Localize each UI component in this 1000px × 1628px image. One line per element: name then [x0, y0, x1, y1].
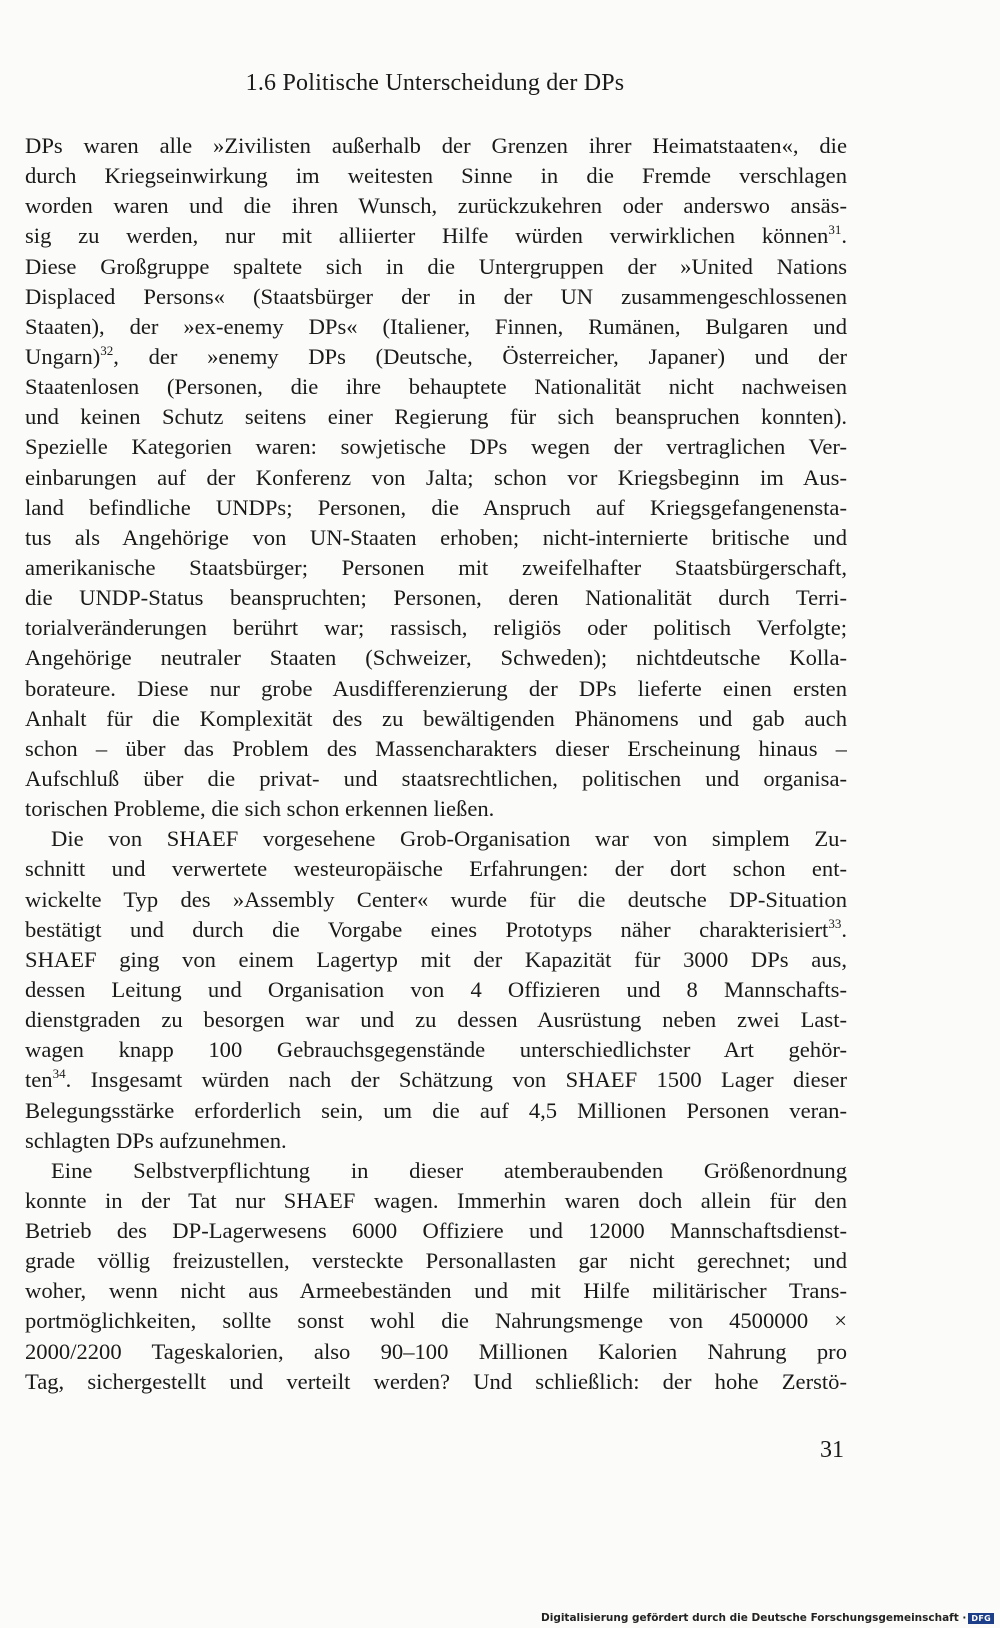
text-line: worden waren und die ihren Wunsch, zurückzukehren oder anderswo ansäs- [25, 193, 847, 219]
text-line: wickelte Typ des »Assembly Center« wurde für die deutsche DP-Situation [25, 886, 847, 912]
text-line: Die von SHAEF vorgesehene Grob-Organisation war von simplem Zu- [51, 826, 847, 852]
text-line: die UNDP-Status beanspruchten; Personen, deren Nationalität durch Terri- [25, 585, 847, 611]
text-line: konnte in der Tat nur SHAEF wagen. Immerhin waren doch allein für den [25, 1187, 847, 1213]
text-line: grade völlig freizustellen, versteckte Personallasten gar nicht gerechnet; und [25, 1248, 847, 1274]
text-line: Displaced Persons« (Staatsbürger der in der UN zusammengeschlossenen [25, 283, 847, 309]
text-line: SHAEF ging von einem Lagertyp mit der Kapazität für 3000 DPs aus, [25, 946, 847, 972]
text-line: Angehörige neutraler Staaten (Schweizer, Schweden); nichtdeutsche Kolla- [25, 645, 847, 671]
text-line: Tag, sichergestellt und verteilt werden? Und schließlich: der hohe Zerstö- [25, 1368, 847, 1394]
text-line: land befindliche UNDPs; Personen, die Anspruch auf Kriegsgefangenensta- [25, 494, 847, 520]
text-line: amerikanische Staatsbürger; Personen mit zweifelhafter Staatsbürgerschaft, [25, 554, 847, 580]
running-head: 1.6 Politische Unterscheidung der DPs [245, 70, 625, 96]
text-line: Betrieb des DP-Lagerwesens 6000 Offiziere und 12000 Mannschaftsdienst- [25, 1218, 847, 1244]
footnote-ref[interactable]: 31 [828, 222, 842, 238]
text-line: borateure. Diese nur grobe Ausdifferenzierung der DPs lieferte einen ersten [25, 675, 847, 701]
text-line: dessen Leitung und Organisation von 4 Offizieren und 8 Mannschafts- [25, 976, 847, 1002]
text-line: woher, wenn nicht aus Armeebeständen und mit Hilfe militärischer Trans- [25, 1278, 847, 1304]
dfg-logo-icon: DFG [968, 1613, 994, 1624]
footnote-ref[interactable]: 33 [828, 915, 842, 931]
text-line: Anhalt für die Komplexität des zu bewältigenden Phänomens und gab auch [25, 705, 847, 731]
text-line: Diese Großgruppe spaltete sich in die Untergruppen der »United Nations [25, 253, 847, 279]
text-line: dienstgraden zu besorgen war und zu dessen Ausrüstung neben zwei Last- [25, 1007, 847, 1033]
text-line: Eine Selbstverpflichtung in dieser atemberaubenden Größenordnung [51, 1157, 847, 1183]
text-line: Spezielle Kategorien waren: sowjetische DPs wegen der vertraglichen Ver- [25, 434, 847, 460]
text-line: tus als Angehörige von UN-Staaten erhoben; nicht-internierte britische und [25, 524, 847, 550]
text-line: Staatenlosen (Personen, die ihre behauptete Nationalität nicht nachweisen [25, 374, 847, 400]
text-line: schnitt und verwertete westeuropäische Erfahrungen: der dort schon ent- [25, 856, 847, 882]
footer-text: Digitalisierung gefördert durch die Deutsche Forschungsgemeinschaft · [541, 1612, 967, 1624]
text-line: torischen Probleme, die sich schon erkennen ließen. [25, 796, 495, 822]
text-line: 2000/2200 Tageskalorien, also 90–100 Millionen Kalorien Nahrung pro [25, 1338, 847, 1364]
text-line: Belegungsstärke erforderlich sein, um die auf 4,5 Millionen Personen veran- [25, 1097, 847, 1123]
text-line: bestätigt und durch die Vorgabe eines Prototyps näher charakterisiert$^{33}$. [25, 915, 847, 942]
text-line: einbarungen auf der Konferenz von Jalta; schon vor Kriegsbeginn im Aus- [25, 464, 847, 490]
text-line: portmöglichkeiten, sollte sonst wohl die Nahrungsmenge von 4500000 × [25, 1308, 847, 1334]
text-line: Staaten), der »ex-enemy DPs« (Italiener, Finnen, Rumänen, Bulgaren und [25, 313, 847, 339]
text-line: wagen knapp 100 Gebrauchsgegenstände unterschiedlichster Art gehör- [25, 1037, 847, 1063]
text-line: Ungarn)$^{32}$, der »enemy DPs (Deutsche, Österreicher, Japaner) und der [25, 342, 847, 369]
page-number: 31 [820, 1437, 844, 1463]
text-line: DPs waren alle »Zivilisten außerhalb der Grenzen ihrer Heimatstaaten«, die [25, 133, 847, 158]
footnote-ref[interactable]: 34 [52, 1066, 66, 1082]
text-line: und keinen Schutz seitens einer Regierung für sich beanspruchen konnten). [25, 404, 847, 430]
body-text [25, 131, 847, 1397]
text-line: ten$^{34}$. Insgesamt würden nach der Schätzung von SHAEF 1500 Lager dieser [25, 1066, 847, 1093]
digitization-footer [541, 1612, 994, 1624]
text-line: sig zu werden, nur mit alliierter Hilfe würden verwirklichen können$^{31}$. [25, 222, 847, 249]
text-line: schon – über das Problem des Massencharakters dieser Erscheinung hinaus – [25, 735, 847, 761]
text-line: torialveränderungen berührt war; rassisch, religiös oder politisch Verfolgte; [25, 615, 847, 641]
text-line: durch Kriegseinwirkung im weitesten Sinne in die Fremde verschlagen [25, 163, 847, 189]
footnote-ref[interactable]: 32 [100, 342, 114, 358]
text-line: Aufschluß über die privat- und staatsrechtlichen, politischen und organisa- [25, 765, 847, 791]
text-line: schlagten DPs aufzunehmen. [25, 1127, 287, 1153]
